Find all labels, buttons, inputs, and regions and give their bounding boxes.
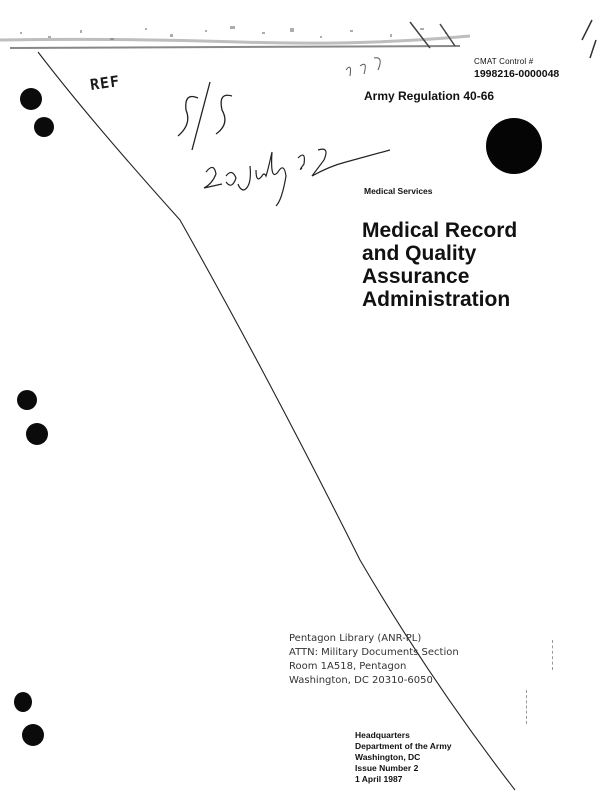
publisher-block [355,730,452,785]
category-label: Medical Services [364,186,433,196]
library-stamp [289,632,459,688]
ref-stamp: REF [88,71,122,95]
title-line: Assurance [362,265,470,288]
publisher-line: Issue Number 2 [355,763,419,773]
library-line: Room 1A518, Pentagon [289,661,407,672]
publisher-line: Department of the Army [355,741,452,751]
title-line: Medical Record [362,219,518,242]
black-dot-mark [486,118,542,174]
title-line: Administration [362,288,511,311]
document-title [362,219,582,311]
margin-speck-line [552,640,554,670]
library-line: Washington, DC 20310-6050 [289,675,433,686]
regulation-number: Army Regulation 40-66 [364,89,495,103]
title-line: and Quality [362,242,477,265]
library-line: Pentagon Library (ANR-PL) [289,633,422,644]
library-line: ATTN: Military Documents Section [289,647,459,658]
publisher-line: Washington, DC [355,752,421,762]
cmat-control-label: CMAT Control # [474,57,534,66]
publisher-line: Headquarters [355,730,410,740]
publisher-line: 1 April 1987 [355,774,403,784]
margin-speck-line [526,690,528,724]
cmat-control-number: 1998216-0000048 [474,68,560,80]
